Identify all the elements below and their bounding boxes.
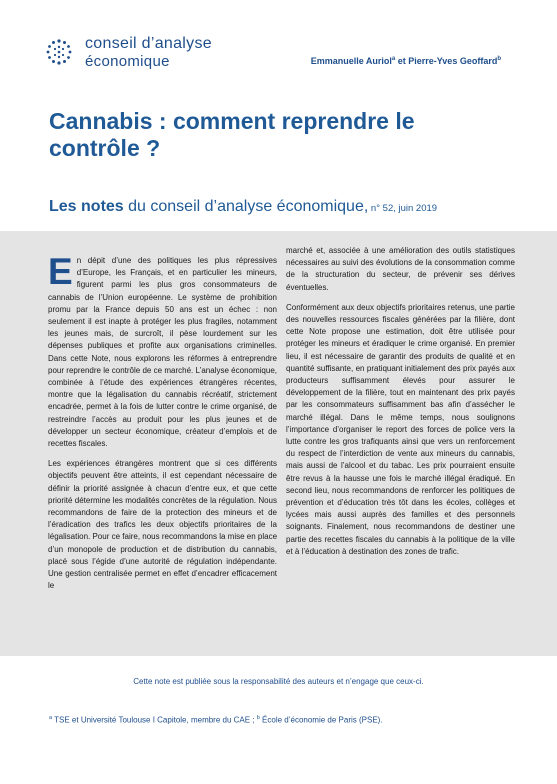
summary-paragraph: Conformément aux deux objectifs prioritaires retenus, une partie des nouvelles ressources fiscales générées par la filière, dont cette Note propose une estimation, doit être utilisée pour protéger les mineurs et éradiquer le crime organisé. En premier lieu, il est nécessaire de garantir des produits de qualité et en quantité suffisante, en pratiquant initialement des prix payés aux producteurs suffisamment élevés pour assurer le développement de la filière, tout en maintenant des prix payés par les consommateurs suffisamment bas afin d’assécher le marché illégal. Dans le même temps, nous soulignons l’importance d’organiser le report des forces de police vers la lutte contre les gros trafiquants ainsi que vers un renforcement du respect de l’interdiction de vente aux mineurs du cannabis, mais aussi de l’alcool et du tabac. Les prix pourraient ensuite être revus à la hausse une fois le marché illégal éradiqué. En second lieu, nous recommandons de renforcer les politiques de prévention et d’éducation très tôt dans les écoles, collèges et lycées mais aussi auprès des familles et des personnels soignants. Finalement, nous recommandons de destiner une partie des recettes fiscales du cannabis à la politique de la ville et à l’éducation à destination des zones de trafic. [286, 302, 515, 556]
series-bold: Les notes [49, 198, 124, 215]
paragraph-text: n dépit d’une des politiques les plus répressives d’Europe, les Français, et en particulier les mineurs, figurent parmi les plus gros consommateurs de cannabis de l’Union européenne. Le système de prohibition promu par la France depuis 50 ans est un échec : non seulement il est inapte à protéger les plus fragiles, notamment les jeunes mais, de surcroît, il pèse lourdement sur les dépenses publiques et profite aux organisations criminelles. Dans cette Note, nous explorons les réformes à entreprendre pour reprendre le contrôle de ce marché. L’analyse économique, combinée à l’étude des expériences étrangères récentes, montre que la légalisation du cannabis récréatif, strictement encadrée, permet à la fois de lutter contre le crime organisé, de restreindre l’accès au produit pour les plus jeunes et de développer un secteur économique, créateur d’emplois et de recettes fiscales. [48, 256, 277, 449]
footnote-mark-b: b [256, 715, 260, 721]
summary-paragraph [48, 251, 277, 450]
series-line [49, 198, 437, 216]
footnote-mark-a: a [49, 715, 53, 721]
author-1-affiliation-mark: a [391, 56, 396, 62]
summary-paragraph: marché et, associée à une amélioration des outils statistiques nécessaires au suivi des évolutions de la consommation comme de la structuration du secteur, de prévenir ses dérives éventuelles. [286, 246, 515, 292]
summary-box [0, 231, 557, 656]
page-title: Cannabis : comment reprendre le contrôle ? [49, 108, 415, 161]
authors [311, 56, 501, 66]
drop-cap: E [48, 251, 73, 292]
footnote-b-text: École d’économie de Paris (PSE). [259, 715, 383, 725]
summary-paragraph: Les expériences étrangères montrent que si ces différents objectifs peuvent être atteints, il est cependant nécessaire de définir la priorité assignée à chacun d’entre eux, et que cette priorité détermine les modalités concrètes de la régulation. Nous recommandons de faire de la protection des mineurs et de l’éradication des trafics les deux objectifs prioritaires de la légalisation. Pour ce faire, nous recommandons la mise en place d’un monopole de production et de distribution du cannabis, placé sous l’égide d’une autorité de régulation indépendante. Une gestion centralisée permet en effet d’encadrer efficacement le [48, 459, 278, 591]
author-2-affiliation-mark: b [497, 56, 501, 62]
affiliations-footnote [49, 715, 383, 725]
author-2-name: Pierre-Yves Geoffard [408, 56, 498, 66]
disclaimer: Cette note est publiée sous la responsabilité des auteurs et n’engage que ceux-ci. [133, 677, 424, 686]
summary-column-right [286, 245, 515, 566]
author-1-name: Emmanuelle Auriol [310, 56, 392, 66]
dot-cluster-logo-icon [42, 36, 76, 70]
cae-logo [42, 35, 242, 71]
summary-column-left [48, 251, 278, 600]
logo-text-line2: économique [85, 53, 170, 70]
issue-info: n° 52, juin 2019 [368, 203, 438, 214]
authors-connector: et [395, 56, 409, 66]
series-rest: du conseil d’analyse économique, [123, 198, 369, 215]
footnote-a-text: TSE et Université Toulouse I Capitole, membre du CAE ; [52, 715, 257, 725]
logo-text-line1: conseil d’analyse [85, 35, 212, 52]
